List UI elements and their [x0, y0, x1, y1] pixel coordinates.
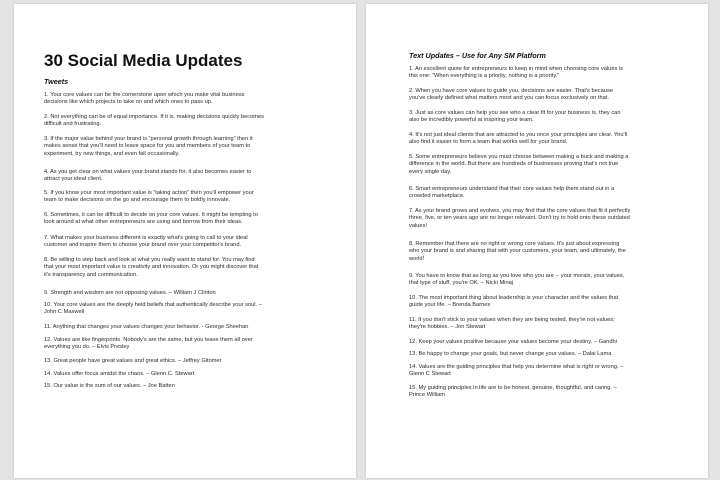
list-item: 7. What makes your business different is exactly what's going to call to your ideal customer and inspire them to choose your brand over your competitor's brand. [44, 235, 248, 249]
list-item: 10. Your core values are the deeply held beliefs that authentically describe your soul. – John C Maxwell [44, 302, 262, 316]
text-update-list [366, 4, 708, 478]
list-item: 2. Not everything can be of equal importance. If it is, making decisions quickly becomes difficult and frustrating. [44, 114, 265, 128]
list-item: 7. As your brand grows and evolves, you may find that the core values that fit it perfectly three, five, or ten years ago are no longer relevant. Don't try to hold onto these outdated values! [409, 208, 631, 229]
list-item: 15. Our value is the sum of our values. – Joe Batten [44, 383, 175, 389]
list-item: 12. Keep your values positive because your values become your destiny. – Gandhi [409, 339, 617, 345]
list-item: 4. As you get clear on what values your brand stands for, it also becomes easier to attract your ideal client. [44, 169, 252, 183]
list-item: 1. An excellent quote for entrepreneurs to keep in mind when choosing core values is this one: “When everything is a priority, nothing is a priority.” [409, 66, 624, 80]
list-item: 14. Values offer focus amidst the chaos. – Glenn C. Stewart [44, 371, 195, 377]
section-heading-text-updates: Text Updates – Use for Any SM Platform [409, 51, 546, 60]
document-title: 30 Social Media Updates [44, 51, 243, 70]
list-item: 13. Great people have great values and great ethics. – Jeffrey Gitomer [44, 358, 222, 364]
list-item: 10. The most important thing about leadership is your character and the values that guide your life. – Brenda Barnes [409, 295, 619, 309]
list-item: 9. You have to know that as long as you love who you are -- your morals, your values, that type of stuff, you're OK. – Nicki Minaj [409, 273, 625, 287]
list-item: 4. It's not just ideal clients that are attracted to you once your principles are clear. You'll also find it easier to form a team that works well for your brand. [409, 132, 628, 146]
list-item: 6. Smart entrepreneurs understand that their core values help them stand out in a crowded marketplace. [409, 186, 615, 200]
list-item: 5. If you know your most important value is “taking action” then you'll empower your team to make decisions on the go and encourage them to boldly innovate. [44, 190, 254, 204]
document-page-right [366, 4, 708, 478]
tweet-list [14, 4, 356, 478]
list-item: 12. Values are like fingerprints. Nobody's are the same, but you leave them all over everything you do. – Elvis Presley [44, 337, 253, 351]
list-item: 6. Sometimes, it can be difficult to decide on your core values. It might be tempting to look around at what other entrepreneurs are using and borrow from their ideas. [44, 212, 258, 226]
list-item: 3. If the major value behind your brand is “personal growth through learning” then it makes sense that you'll need to leave space for you and members of your team to experiment, try new things, and even fail occasionally. [44, 136, 253, 157]
list-item: 5. Some entrepreneurs believe you must choose between making a buck and making a difference in the world. But there are hundreds of businesses proving that's not true every single day. [409, 154, 629, 175]
section-heading-tweets: Tweets [44, 77, 69, 86]
list-item: 2. When you have core values to guide you, decisions are easier. That's because you've clearly defined what matters most and you can focus exclusively on that. [409, 88, 613, 102]
document-page-left [14, 4, 356, 478]
list-item: 8. Remember that there are no right or wrong core values. It's just about expressing who your brand is and sharing that with your customers, your team, and ultimately, the world! [409, 241, 626, 262]
list-item: 1. Your core values can be the cornerstone upon which you make vital business decisions like which projects to take on and which ones to pass up. [44, 92, 245, 106]
list-item: 9. Strength and wisdom are not opposing values. – William J Clinton [44, 290, 216, 296]
list-item: 8. Be willing to step back and look at what you really want to stand for. You may find that your most important value is creativity and innovation. Or you might discover that it's transparency and communication. [44, 257, 259, 278]
list-item: 11. If you don't stick to your values when they are being tested, they're not values; they're hobbies. – Jon Stewart [409, 317, 615, 331]
list-item: 13. Be happy to change your goals, but never change your values. – Dalai Lama [409, 351, 612, 357]
list-item: 3. Just as core values can help you see who a clear fit for your business is, they can also be incredibly powerful at inspiring your team. [409, 110, 621, 124]
list-item: 14. Values are the guiding principles that help you determine what is right or wrong. – Glenn C Stewart [409, 364, 624, 378]
list-item: 11. Anything that changes your values changes your behavior. - George Sheehan [44, 324, 249, 330]
list-item: 15. My guiding principles in life are to be honest, genuine, thoughtful, and caring. – Prince William [409, 385, 617, 399]
